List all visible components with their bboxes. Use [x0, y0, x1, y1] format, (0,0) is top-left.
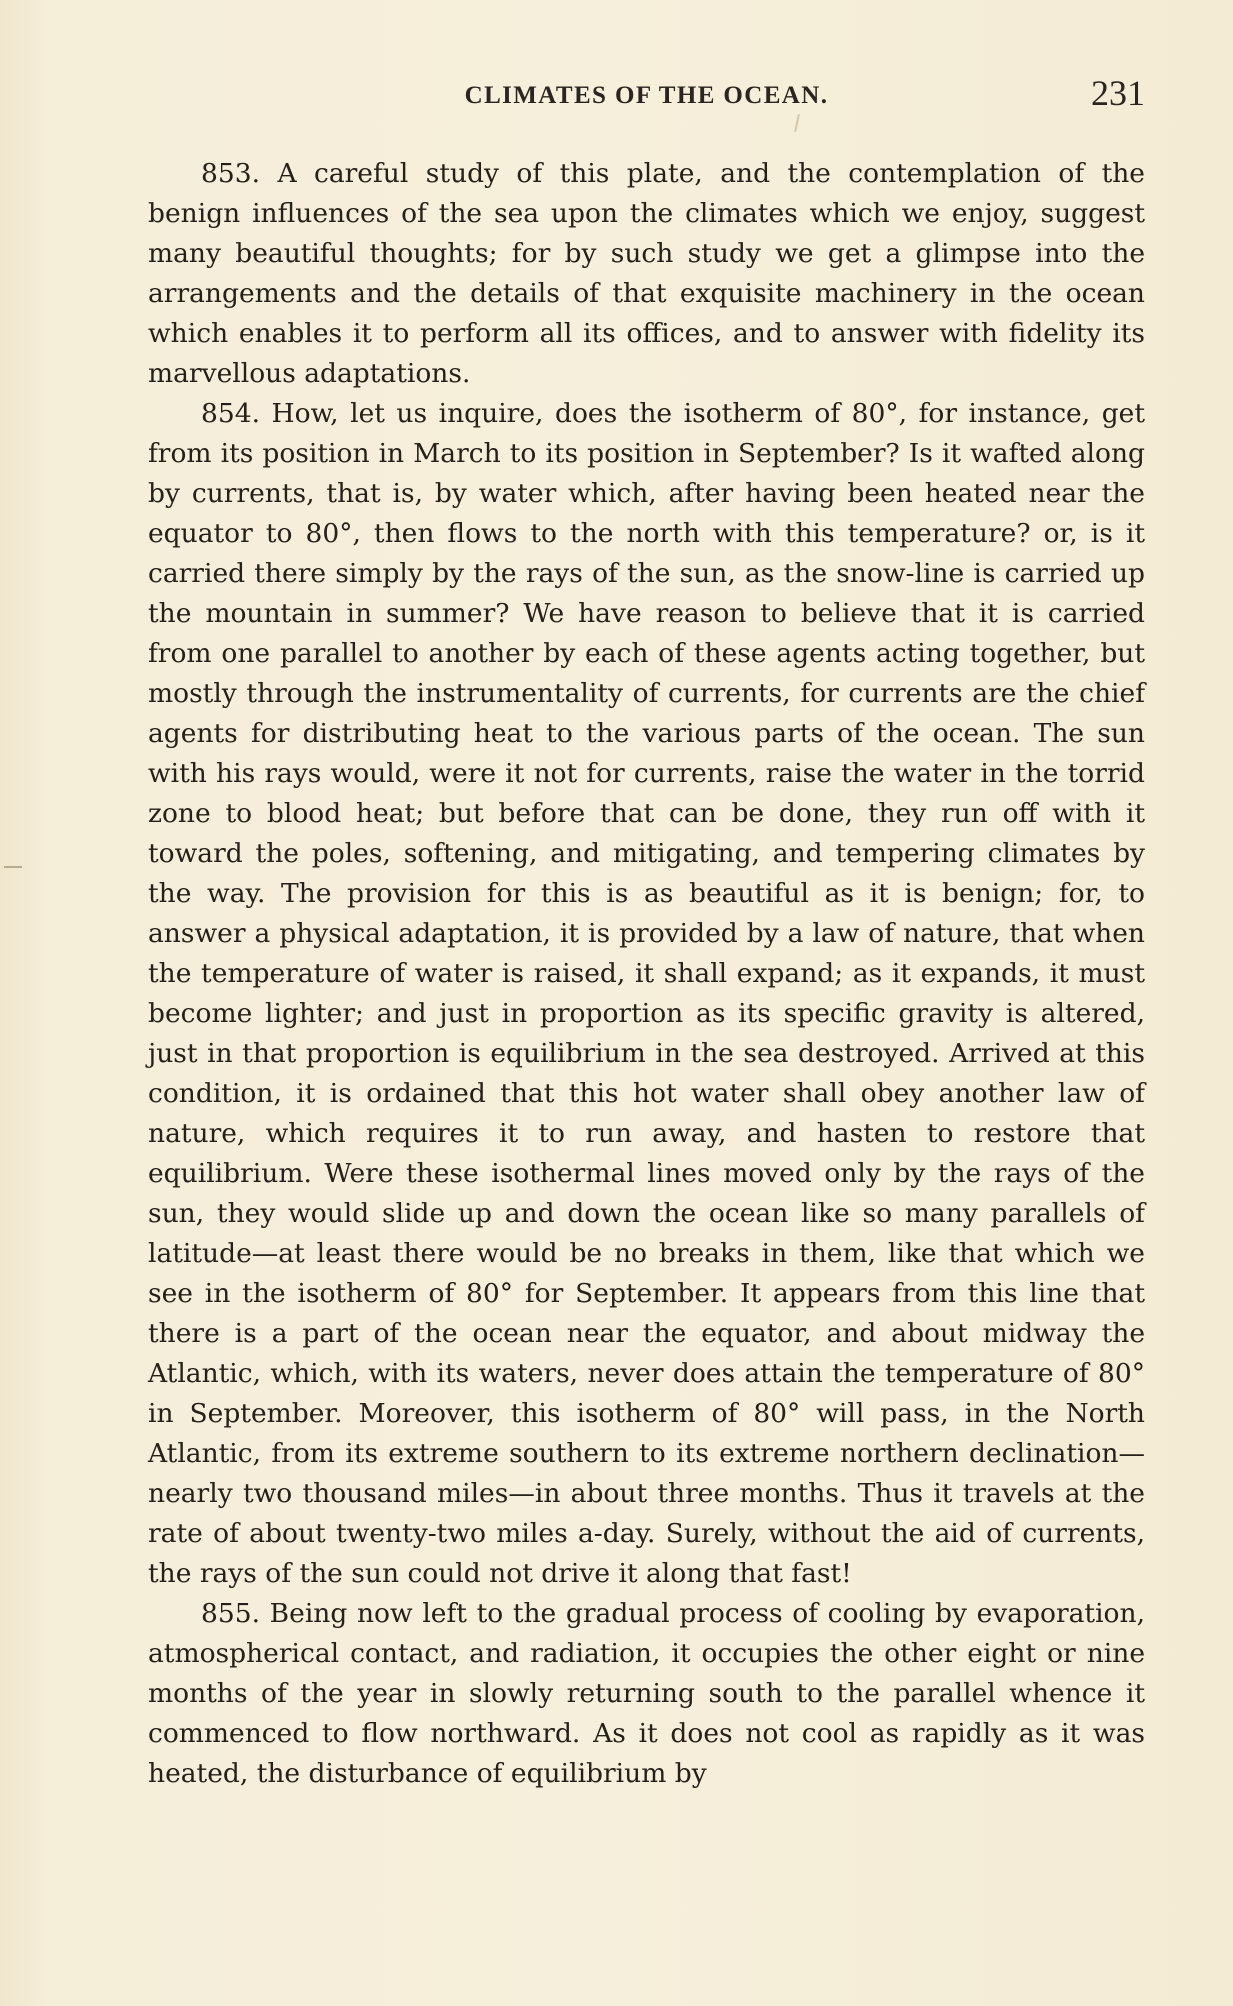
- paragraph-853: [148, 154, 1145, 394]
- paragraph-text: A careful study of this plate, and the contemplation of the benign influences of the sea upon the climates which we enjoy, suggest many beautiful thoughts; for by such study we get a glimpse into the arrangements and the details of that exquisite machinery in the ocean which enables it to perform all its offices, and to answer with fidelity its marvellous adaptations.: [148, 158, 1145, 389]
- paragraph-854: [148, 394, 1145, 1594]
- page-header: [148, 72, 1145, 122]
- paragraph-number: 854.: [201, 398, 261, 429]
- body-text: [148, 154, 1145, 1794]
- page-number: 231: [1091, 73, 1145, 113]
- paragraph-text: Being now left to the gradual process of cooling by evaporation, atmospherical contact, and radiation, it occupies the other eight or nine months of the year in slowly returning south to the parallel whence it commenced to flow northward. As it does not cool as rapidly as it was heated, the disturbance of equilibrium by: [148, 1598, 1145, 1789]
- paragraph-855: [148, 1594, 1145, 1794]
- margin-mark: [4, 866, 22, 868]
- paragraph-number: 853.: [201, 158, 261, 189]
- paragraph-text: How, let us inquire, does the isotherm of 80°, for instance, get from its position in March to its position in September? Is it wafted along by currents, that is, by water which, after having been heated near the equator to 80°, then flows to the north with this temperature? or, is it carried there simply by the rays of the sun, as the snow-line is carried up the mountain in summer? We have reason to believe that it is carried from one parallel to another by each of these agents acting together, but mostly through the instrumentality of currents, for currents are the chief agents for distributing heat to the various parts of the ocean. The sun with his rays would, were it not for currents, raise the water in the torrid zone to blood heat; but before that can be done, they run off with it toward the poles, softening, and mitigating, and tempering climates by the way. The provision for this is as beautiful as it is benign; for, to answer a physical adaptation, it is provided by a law of nature, that when the temperature of water is raised, it shall expand; as it expands, it must become lighter; and just in proportion as its specific gravity is altered, just in that proportion is equilibrium in the sea destroyed. Arrived at this condition, it is ordained that this hot water shall obey another law of nature, which requires it to run away, and hasten to restore that equilibrium. Were these isothermal lines moved only by the rays of the sun, they would slide up and down the ocean like so many parallels of latitude—at least there would be no breaks in them, like that which we see in the isotherm of 80° for September. It appears from this line that there is a part of the ocean near the equator, and about midway the Atlantic, which, with its waters, never does attain the temperature of 80° in September. Moreover, this isotherm of 80° will pass, in the North Atlantic, from its extreme southern to its extreme northern declination—nearly two thousand miles—in about three months. Thus it travels at the rate of about twenty-two miles a-day. Surely, without the aid of currents, the rays of the sun could not drive it along that fast!: [148, 398, 1145, 1589]
- running-head: CLIMATES OF THE OCEAN.: [464, 82, 829, 109]
- paragraph-number: 855.: [201, 1598, 261, 1629]
